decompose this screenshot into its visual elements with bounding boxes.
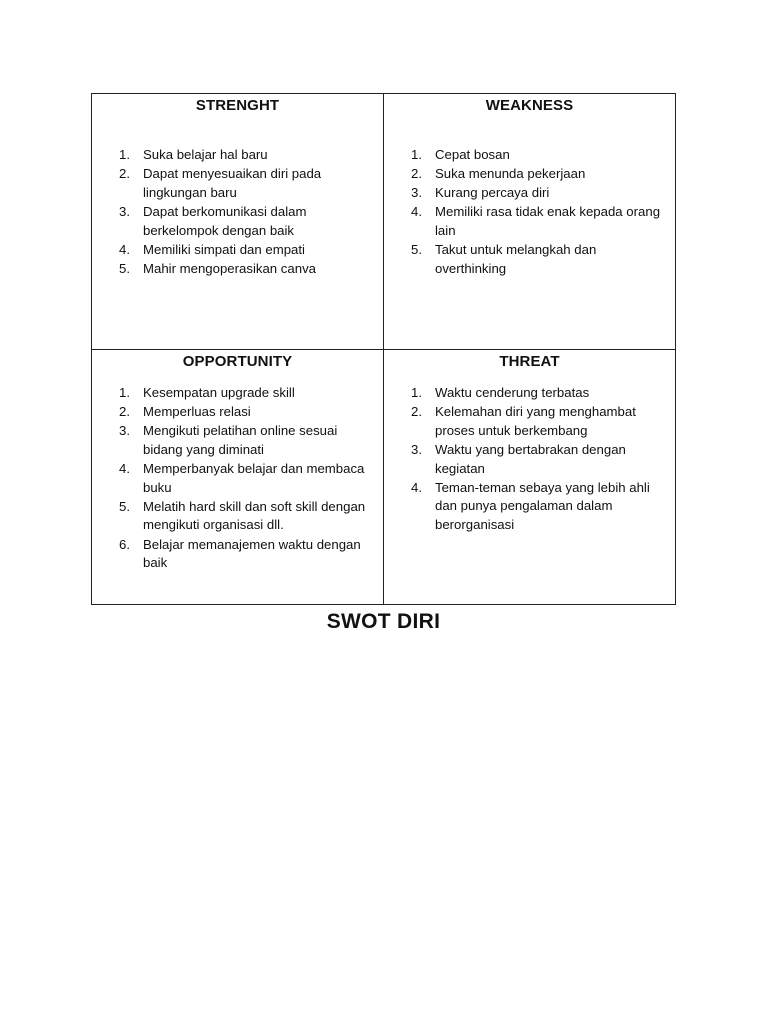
list-item — [92, 384, 383, 403]
list-item — [92, 241, 383, 260]
strength-list — [92, 146, 383, 279]
page-title: SWOT DIRI — [326, 610, 441, 633]
list-item-text: Memiliki simpati dan empati — [143, 241, 305, 257]
list-item — [92, 536, 383, 573]
list-item-text: Memiliki rasa tidak enak kepada orang lain — [435, 204, 668, 238]
strength-title: STRENGHT — [195, 97, 280, 114]
list-number: 4. — [411, 479, 422, 495]
opportunity-list — [92, 384, 383, 573]
list-number: 1. — [411, 147, 422, 162]
list-number: 4. — [119, 241, 130, 257]
list-number: 2. — [411, 404, 422, 420]
list-item — [92, 498, 383, 535]
list-item — [92, 165, 383, 202]
threat-list — [384, 384, 675, 535]
list-item-text: Melatih hard skill dan soft skill dengan mengikuti organisasi dll. — [143, 498, 366, 533]
list-item — [384, 384, 675, 403]
list-item-text: Dapat berkomunikasi dalam berkelompok dengan baik — [143, 203, 307, 238]
list-number: 6. — [119, 536, 130, 552]
list-item-text: Suka belajar hal baru — [143, 147, 268, 162]
list-item — [384, 241, 675, 278]
list-number: 4. — [119, 460, 130, 476]
threat-title: THREAT — [499, 353, 560, 370]
weakness-list — [384, 146, 675, 279]
list-item — [384, 146, 675, 165]
weakness-title: WEAKNESS — [485, 97, 574, 114]
list-item — [92, 146, 383, 165]
list-number: 1. — [119, 385, 130, 400]
list-item-text: Takut untuk melangkah dan overthinking — [435, 242, 597, 276]
list-item-text: Belajar memanajemen waktu dengan baik — [143, 536, 361, 571]
list-item — [384, 165, 675, 184]
opportunity-title: OPPORTUNITY — [182, 353, 293, 370]
opportunity-cell — [92, 350, 384, 604]
list-item-text: Memperbanyak belajar dan membaca buku — [143, 460, 365, 495]
list-item-text: Kesempatan upgrade skill — [143, 385, 295, 400]
list-item — [384, 403, 675, 440]
list-item-text: Mahir mengoperasikan canva — [143, 260, 316, 276]
swot-table — [91, 93, 676, 605]
list-number: 5. — [411, 242, 422, 258]
list-number: 4. — [411, 204, 422, 220]
list-number: 1. — [411, 385, 422, 400]
list-item — [92, 203, 383, 240]
list-number: 2. — [411, 166, 422, 182]
list-item-text: Waktu yang bertabrakan dengan kegiatan — [435, 441, 626, 476]
list-item-text: Kelemahan diri yang menghambat proses untuk berkembang — [435, 404, 636, 438]
list-number: 1. — [119, 147, 130, 162]
list-item — [384, 184, 675, 203]
list-item — [92, 422, 383, 459]
list-item-text: Suka menunda pekerjaan — [435, 166, 586, 182]
threat-cell — [384, 350, 675, 604]
list-item-text: Memperluas relasi — [143, 404, 251, 420]
list-item-text: Waktu cenderung terbatas — [435, 385, 590, 400]
list-item — [92, 403, 383, 422]
list-item-text: Mengikuti pelatihan online sesuai bidang yang diminati — [143, 423, 338, 457]
list-number: 2. — [119, 166, 130, 182]
list-item — [384, 479, 675, 535]
list-item — [92, 260, 383, 279]
list-item — [384, 441, 675, 478]
list-number: 3. — [119, 423, 130, 439]
list-item-text: Teman-teman sebaya yang lebih ahli dan punya pengalaman dalam berorganisasi — [435, 479, 650, 533]
list-item-text: Cepat bosan — [435, 147, 510, 162]
list-number: 3. — [119, 203, 130, 219]
list-number: 3. — [411, 441, 422, 457]
list-item — [92, 460, 383, 497]
weakness-cell — [384, 94, 675, 350]
list-item-text: Dapat menyesuaikan diri pada lingkungan baru — [143, 166, 322, 200]
list-item-text: Kurang percaya diri — [435, 185, 550, 201]
list-number: 2. — [119, 404, 130, 420]
strength-cell — [92, 94, 384, 350]
list-item — [384, 203, 675, 240]
list-number: 5. — [119, 498, 130, 514]
list-number: 3. — [411, 185, 422, 201]
list-number: 5. — [119, 260, 130, 276]
